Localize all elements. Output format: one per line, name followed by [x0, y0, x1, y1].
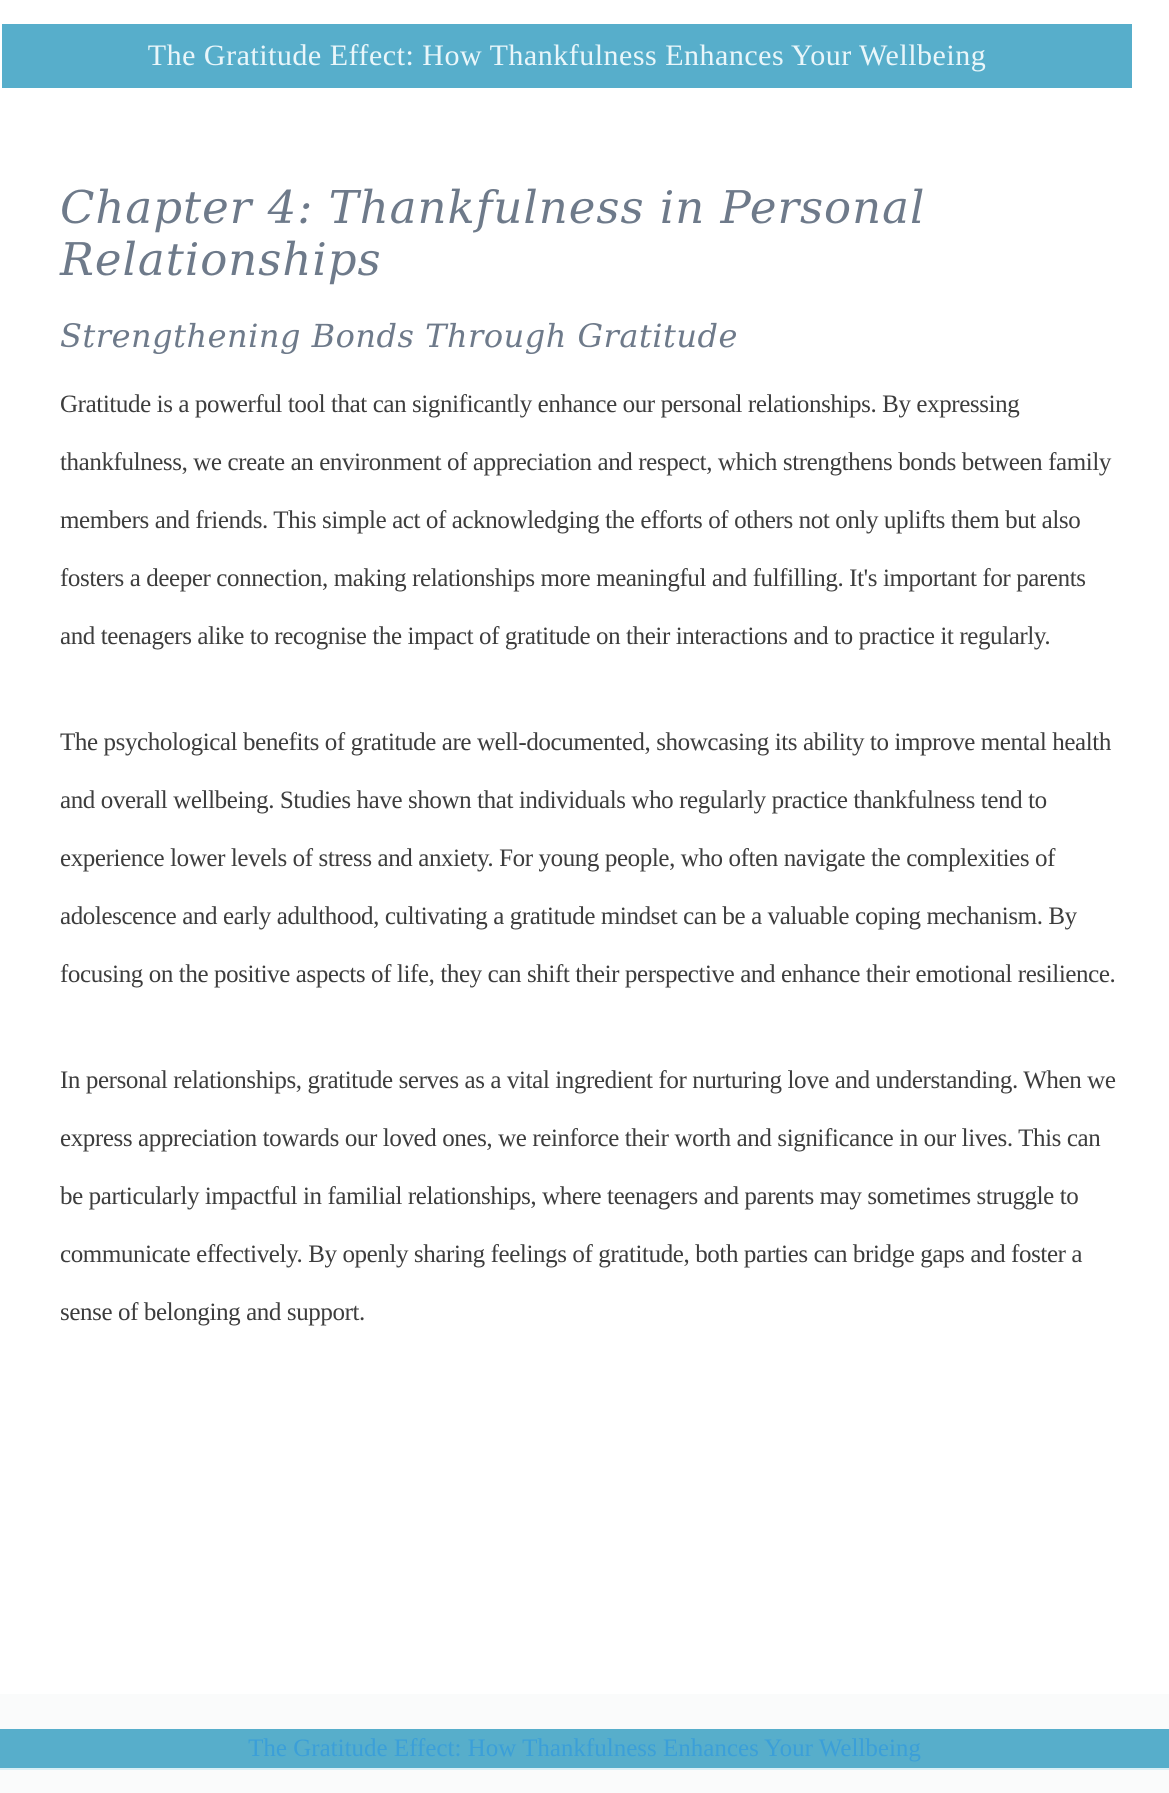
footer-top-band [0, 1694, 1169, 1729]
footer-bar [0, 1729, 1169, 1770]
chapter-title: Chapter 4: Thankfulness in Personal Relationships [60, 181, 926, 286]
header-bar [2, 24, 1132, 88]
chapter-subtitle: Strengthening Bonds Through Gratitude [60, 316, 738, 355]
header-title: The Gratitude Effect: How Thankfulness Enhances Your Wellbeing [147, 39, 987, 72]
paragraph-1: Gratitude is a powerful tool that can significantly enhance our personal relationships. By expressing thankfulness, we create an environment of appreciation and respect, which strengthens bonds between family members and friends. This simple act of acknowledging the efforts of others not only uplifts them but also fosters a deeper connection, making relationships more meaningful and fulfilling. It's important for parents and teenagers alike to recognise the impact of gratitude on their interactions and to practice it regularly. [60, 391, 1111, 651]
paragraph-3: In personal relationships, gratitude serves as a vital ingredient for nurturing love and understanding. When we express appreciation towards our loved ones, we reinforce their worth and significance in our lives. This can be particularly impactful in familial relationships, where teenagers and parents may sometimes struggle to communicate effectively. By openly sharing feelings of gratitude, both parties can bridge gaps and foster a sense of belonging and support. [60, 1067, 1116, 1327]
chapter-content [0, 88, 1169, 1694]
top-margin [0, 0, 1169, 24]
footer [0, 1694, 1169, 1793]
footer-bottom-band [0, 1770, 1169, 1793]
paragraph-2: The psychological benefits of gratitude are well-documented, showcasing its ability to improve mental health and overall wellbeing. Studies have shown that individuals who regularly practice thankfulness tend to experience lower levels of stress and anxiety. For young people, who often navigate the complexities of adolescence and early adulthood, cultivating a gratitude mindset can be a valuable coping mechanism. By focusing on the positive aspects of life, they can shift their perspective and enhance their emotional resilience. [60, 729, 1116, 989]
footer-title-link[interactable]: The Gratitude Effect: How Thankfulness Enhances Your Wellbeing [248, 1734, 921, 1762]
